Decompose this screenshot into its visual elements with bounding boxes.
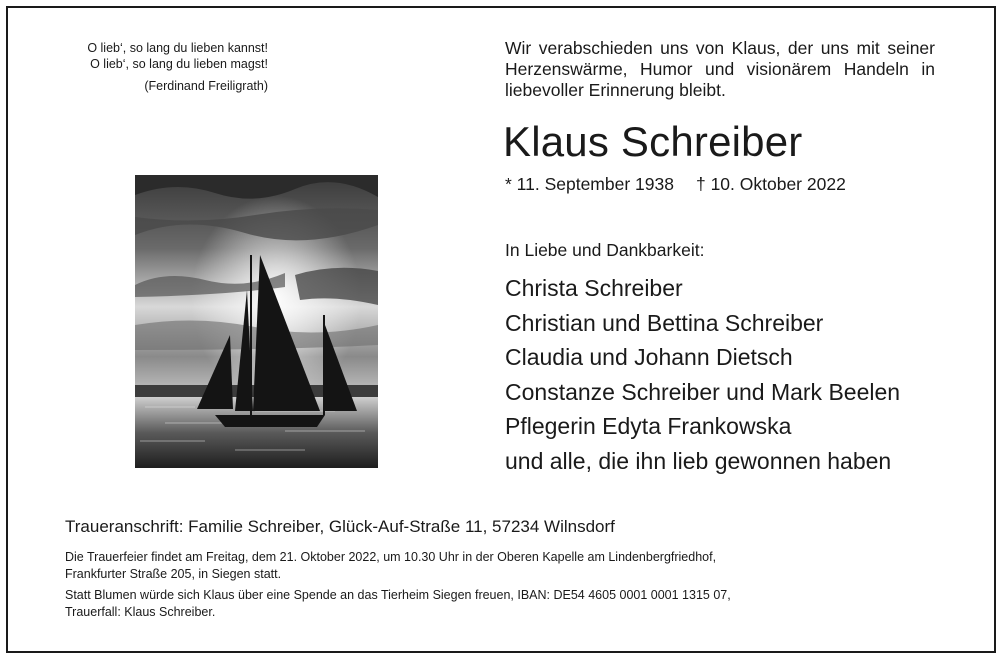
mourner-entry: Christa Schreiber	[505, 275, 683, 301]
funeral-info	[65, 549, 895, 582]
deceased-name: Klaus Schreiber	[503, 118, 803, 165]
mourner-entry: Claudia und Johann Dietsch	[505, 344, 793, 370]
mourner-entry: Christian und Bettina Schreiber	[505, 309, 824, 336]
mourner-entry: und alle, die ihn lieb gewonnen haben	[505, 447, 892, 474]
funeral-line: Die Trauerfeier findet am Freitag, dem 21. Oktober 2022, um 10.30 Uhr in der Oberen Kapelle am Lindenbergfriedhof,	[65, 550, 717, 564]
mourning-address: Traueranschrift: Familie Schreiber, Glück-Auf-Straße 11, 57234 Wilnsdorf	[65, 517, 615, 536]
poem-attribution: (Ferdinand Freiligrath)	[144, 79, 268, 93]
donation-line: Statt Blumen würde sich Klaus über eine Spende an das Tierheim Siegen freuen, IBAN: DE54 4605 0001 0001 1315 07,	[65, 588, 731, 602]
life-dates	[505, 174, 846, 194]
donation-info	[65, 587, 895, 620]
poem-quote	[40, 40, 268, 94]
thanks-heading: In Liebe und Dankbarkeit:	[505, 240, 705, 260]
donation-line: Trauerfall: Klaus Schreiber.	[65, 604, 216, 619]
mourner-entry: Constanze Schreiber und Mark Beelen	[505, 378, 901, 405]
death-date: † 10. Oktober 2022	[695, 174, 846, 194]
mourner-entry: Pflegerin Edyta Frankowska	[505, 413, 792, 439]
poem-line: O lieb‘, so lang du lieben magst!	[90, 57, 268, 71]
birth-date: * 11. September 1938	[505, 174, 674, 194]
mourners-list	[505, 271, 900, 478]
poem-line: O lieb‘, so lang du lieben kannst!	[87, 41, 268, 55]
sailboat-photo	[135, 175, 378, 468]
farewell-text	[505, 38, 935, 101]
farewell-line: Wir verabschieden uns von Klaus, der uns mit seiner	[505, 38, 935, 58]
farewell-line: liebevoller Erinnerung bleibt.	[505, 80, 726, 100]
funeral-line: Frankfurter Straße 205, in Siegen statt.	[65, 566, 282, 581]
farewell-line: Herzenswärme, Humor und visionärem Handeln in	[505, 59, 935, 79]
